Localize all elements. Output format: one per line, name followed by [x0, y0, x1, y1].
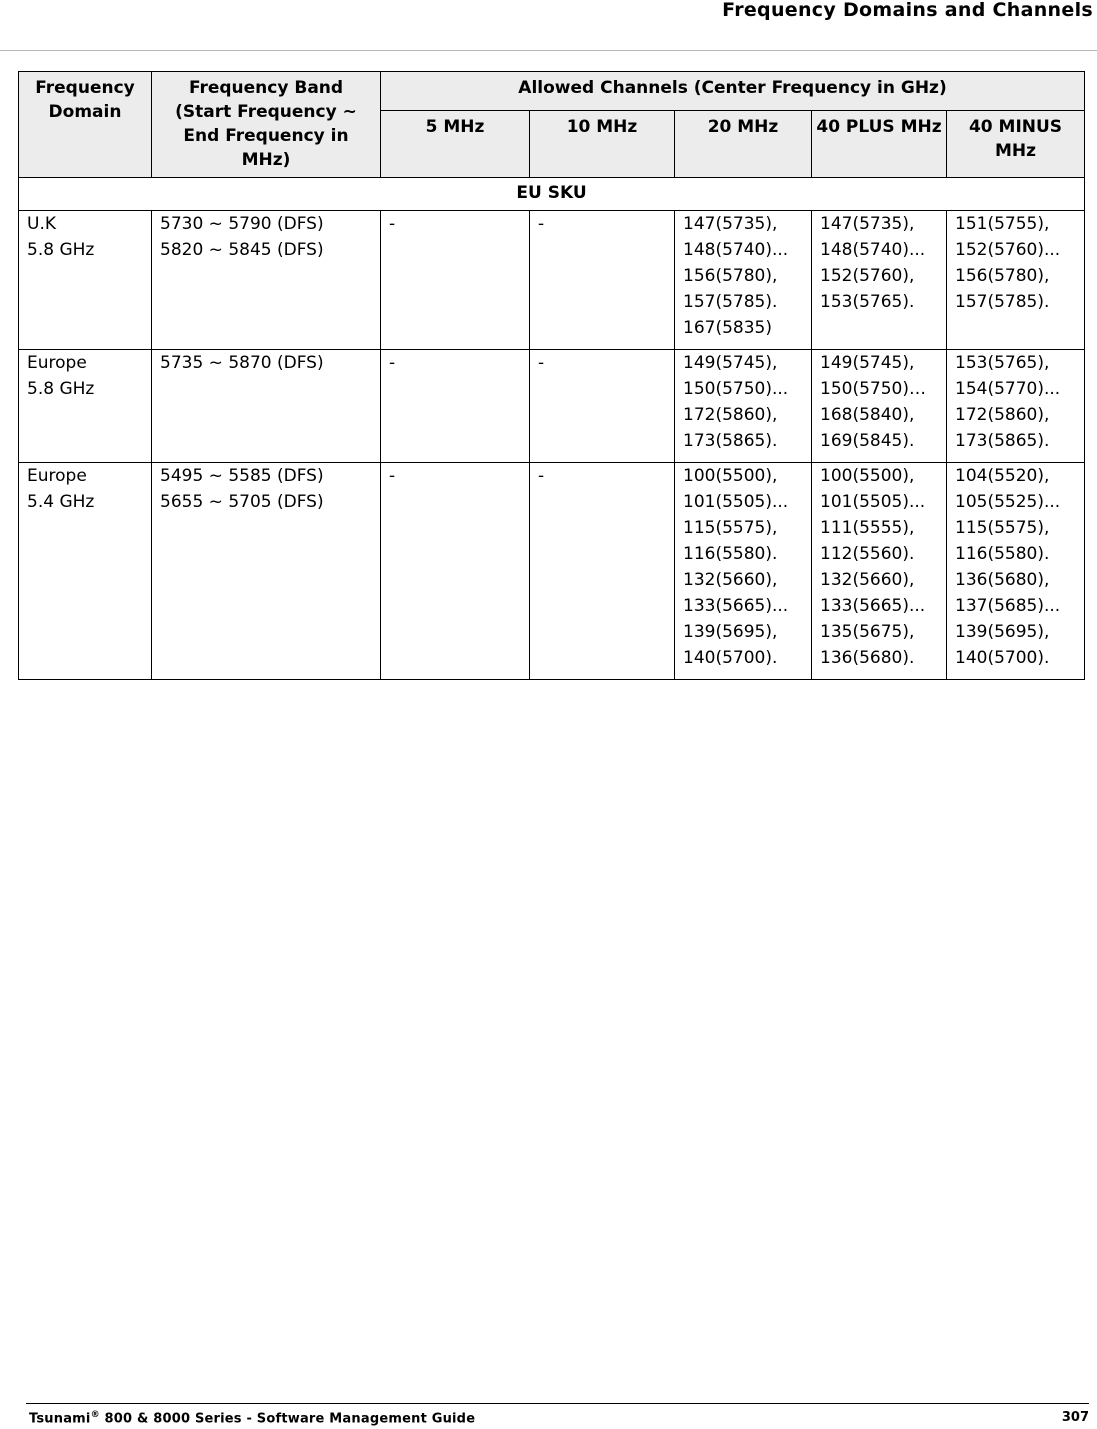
cell-line: 100(5500), — [683, 466, 778, 486]
section-row-eu-sku: EU SKU — [19, 178, 1085, 211]
cell-line: 116(5580). — [683, 544, 778, 564]
cell-line: 153(5765). — [820, 292, 915, 312]
col-header-40-minus-mhz: 40 MINUS MHz — [947, 111, 1085, 178]
col-header-frequency-domain: Frequency Domain — [19, 72, 152, 178]
cell-line: 152(5760), — [820, 266, 915, 286]
cell-line: 139(5695), — [683, 622, 778, 642]
cell-line: - — [389, 353, 396, 373]
cell-line: 5.8 GHz — [27, 379, 95, 399]
cell-line: 149(5745), — [820, 353, 915, 373]
cell-5mhz — [381, 463, 530, 680]
cell-line: 156(5780), — [955, 266, 1050, 286]
cell-line: - — [538, 466, 545, 486]
cell-line: 152(5760)... — [955, 240, 1061, 260]
cell-40-plus-mhz — [812, 211, 947, 350]
cell-40-plus-mhz — [812, 350, 947, 463]
cell-line: 133(5665)... — [683, 596, 789, 616]
cell-line: - — [538, 353, 545, 373]
cell-line: 111(5555), — [820, 518, 915, 538]
cell-line: 115(5575), — [683, 518, 778, 538]
cell-frequency-band — [152, 463, 381, 680]
table-row — [19, 211, 1085, 350]
cell-line: 150(5750)… — [820, 379, 926, 399]
footer-guide-name: 800 & 8000 Series - Software Management Guide — [99, 1411, 476, 1427]
cell-line: 133(5665)... — [820, 596, 926, 616]
cell-line: 132(5660), — [683, 570, 778, 590]
cell-line: U.K — [27, 214, 56, 234]
col-header-40-plus-mhz: 40 PLUS MHz — [812, 111, 947, 178]
cell-line: 168(5840), — [820, 405, 915, 425]
cell-line: 169(5845). — [820, 431, 915, 451]
cell-line: 105(5525)... — [955, 492, 1061, 512]
cell-5mhz — [381, 211, 530, 350]
cell-line: 135(5675), — [820, 622, 915, 642]
cell-line: 148(5740)... — [683, 240, 789, 260]
cell-line: 151(5755), — [955, 214, 1050, 234]
col-header-allowed-channels: Allowed Channels (Center Frequency in GHz) — [381, 72, 1085, 111]
cell-line: 112(5560). — [820, 544, 915, 564]
page-number: 307 — [1061, 1410, 1089, 1425]
cell-line: 132(5660), — [820, 570, 915, 590]
cell-line: 5820 ~ 5845 (DFS) — [160, 240, 324, 260]
cell-40-minus-mhz — [947, 463, 1085, 680]
cell-line: - — [538, 214, 545, 234]
cell-line: 5495 ~ 5585 (DFS) — [160, 466, 324, 486]
cell-line: Europe — [27, 466, 87, 486]
footer-brand: Tsunami — [29, 1411, 91, 1427]
cell-line: 149(5745), — [683, 353, 778, 373]
cell-line: 157(5785). — [955, 292, 1050, 312]
cell-20mhz — [675, 350, 812, 463]
cell-frequency-band — [152, 211, 381, 350]
cell-line: 172(5860), — [955, 405, 1050, 425]
cell-line: 150(5750)... — [683, 379, 789, 399]
col-header-frequency-band-line: (Start Frequency ~ End Frequency in MHz) — [175, 102, 357, 170]
cell-line: 5735 ~ 5870 (DFS) — [160, 353, 324, 373]
cell-line: 148(5740)... — [820, 240, 926, 260]
col-header-5mhz: 5 MHz — [381, 111, 530, 178]
cell-line: 173(5865). — [955, 431, 1050, 451]
cell-line: 147(5735), — [820, 214, 915, 234]
cell-line: 136(5680), — [955, 570, 1050, 590]
cell-line: 5.4 GHz — [27, 492, 95, 512]
footer-guide-title — [29, 1410, 475, 1426]
cell-40-plus-mhz — [812, 463, 947, 680]
cell-line: 136(5680). — [820, 648, 915, 668]
cell-line: 167(5835) — [683, 318, 772, 338]
cell-line: 173(5865). — [683, 431, 778, 451]
col-header-frequency-band — [152, 72, 381, 178]
cell-10mhz — [530, 211, 675, 350]
cell-frequency-band — [152, 350, 381, 463]
cell-line: 101(5505)... — [683, 492, 789, 512]
cell-line: 156(5780), — [683, 266, 778, 286]
cell-line: 139(5695), — [955, 622, 1050, 642]
cell-line: 115(5575), — [955, 518, 1050, 538]
cell-line: 154(5770)... — [955, 379, 1061, 399]
cell-5mhz — [381, 350, 530, 463]
cell-line: 137(5685)... — [955, 596, 1061, 616]
cell-20mhz — [675, 463, 812, 680]
cell-line: 100(5500), — [820, 466, 915, 486]
table-row — [19, 463, 1085, 680]
cell-frequency-domain — [19, 211, 152, 350]
cell-40-minus-mhz — [947, 211, 1085, 350]
cell-line: 157(5785). — [683, 292, 778, 312]
cell-line: Europe — [27, 353, 87, 373]
cell-line: - — [389, 214, 396, 234]
footer-divider — [26, 1403, 1089, 1404]
cell-line: - — [389, 466, 396, 486]
cell-line: 101(5505)... — [820, 492, 926, 512]
cell-40-minus-mhz — [947, 350, 1085, 463]
cell-line: 140(5700). — [683, 648, 778, 668]
cell-line: 153(5765), — [955, 353, 1050, 373]
cell-line: 5655 ~ 5705 (DFS) — [160, 492, 324, 512]
col-header-10mhz: 10 MHz — [530, 111, 675, 178]
cell-line: 140(5700). — [955, 648, 1050, 668]
page-header-title: Frequency Domains and Channels — [722, 0, 1093, 21]
header-divider — [0, 50, 1097, 51]
cell-line: 172(5860), — [683, 405, 778, 425]
cell-line: 5730 ~ 5790 (DFS) — [160, 214, 324, 234]
cell-line: 116(5580). — [955, 544, 1050, 564]
frequency-channels-table — [18, 71, 1085, 680]
col-header-20mhz: 20 MHz — [675, 111, 812, 178]
cell-10mhz — [530, 463, 675, 680]
cell-line: 5.8 GHz — [27, 240, 95, 260]
registered-mark: ® — [90, 1410, 100, 1420]
col-header-frequency-band-line: Frequency Band — [188, 78, 344, 98]
table-row — [19, 350, 1085, 463]
cell-line: 104(5520), — [955, 466, 1050, 486]
cell-line: 147(5735), — [683, 214, 778, 234]
cell-frequency-domain — [19, 350, 152, 463]
cell-10mhz — [530, 350, 675, 463]
cell-frequency-domain — [19, 463, 152, 680]
cell-20mhz — [675, 211, 812, 350]
